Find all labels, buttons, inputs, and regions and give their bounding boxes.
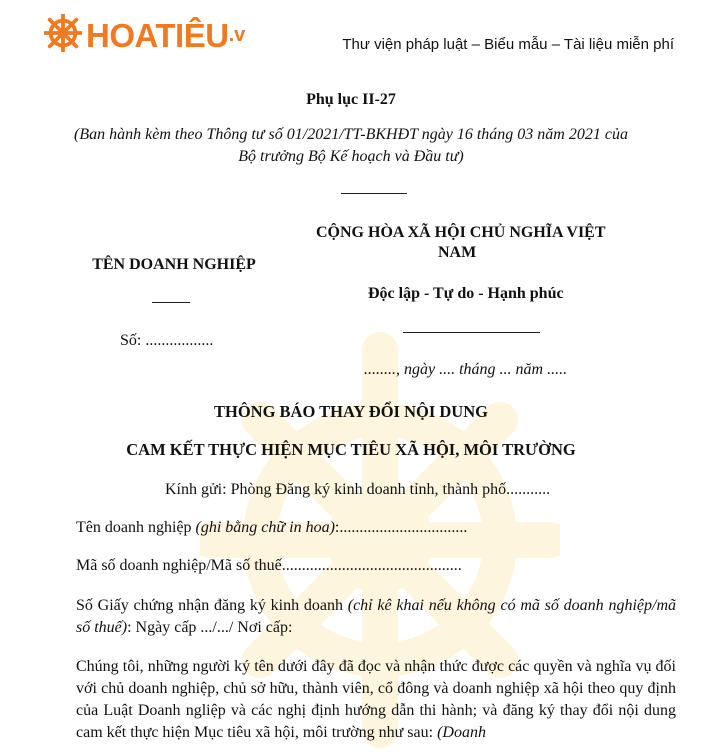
company-name-field-label: Tên doanh nghiệp (76, 519, 196, 536)
document-title-line-2: CAM KẾT THỰC HIỆN MỤC TIÊU XÃ HỘI, MÔI TRƯỜNG (126, 440, 576, 459)
company-name-label: TÊN DOANH NGHIỆP (92, 256, 256, 273)
divider-line (341, 193, 407, 194)
registration-field-issue-info: : Ngày cấp .../.../ Nơi cấp: (127, 619, 293, 636)
company-name-field-dots: :................................ (334, 519, 468, 536)
issued-by-line-1: (Ban hành kèm theo Thông tư số 01/2021/TT-BKHĐT ngày 16 tháng 03 năm 2021 của (74, 126, 628, 143)
site-tagline: Thư viện pháp luật – Biểu mẫu – Tài liệu miễn phí (342, 36, 674, 53)
document-number: Số: ................. (120, 332, 214, 349)
company-name-field (76, 519, 467, 537)
republic-name-line-1: CỘNG HÒA XÃ HỘI CHỦ NGHĨA VIỆT (316, 224, 606, 241)
recipient-line: Kính gửi: Phòng Đăng ký kinh doanh tỉnh, thành phố........... (165, 481, 551, 498)
appendix-heading: Phụ lục II-27 (306, 91, 396, 108)
date-line: ........, ngày .... tháng ... năm ..... (364, 361, 568, 378)
registration-field-hint: (chỉ kê khai nếu không có mã số doanh nghiệp/mã số thuế) (76, 597, 676, 636)
site-header (0, 0, 702, 80)
registration-field-label: Số Giấy chứng nhận đăng ký kinh doanh (76, 597, 348, 614)
body-paragraph-text: Chúng tôi, những người ký tên dưới đây đã đọc và nhận thức được các quyền và nghĩa vụ đối với chủ doanh nghiệp, chủ sở hữu, thành viên, cổ đông và doanh nghiệp xã hội theo quy định của Luật Doanh ngliệp và các nghị định hướng dẫn thi hành; và đăng ký thay đổi nội dung cam kết thực hiện Mục tiêu xã hội, môi trường như sau: (76, 658, 676, 741)
document-title-line-1: THÔNG BÁO THAY ĐỔI NỘI DUNG (214, 402, 488, 421)
business-registration-field (76, 595, 676, 639)
issued-by-line-2: Bộ trưởng Bộ Kế hoạch và Đầu tư) (238, 148, 464, 165)
tax-code-field: Mã số doanh nghiệp/Mã số thuế............................................. (76, 557, 462, 574)
site-logo[interactable] (44, 14, 245, 57)
company-underline (152, 302, 190, 303)
logo-text: HOATIÊU (86, 16, 229, 54)
motto-underline (403, 332, 540, 333)
national-motto: Độc lập - Tự do - Hạnh phúc (368, 285, 564, 302)
body-paragraph (76, 656, 676, 744)
company-name-field-hint: (ghi bằng chữ in hoa) (195, 519, 335, 536)
ship-wheel-icon (44, 14, 82, 57)
republic-name-line-2: NAM (438, 244, 477, 261)
logo-suffix: .v (228, 24, 246, 46)
body-paragraph-tail: (Doanh (437, 724, 486, 741)
